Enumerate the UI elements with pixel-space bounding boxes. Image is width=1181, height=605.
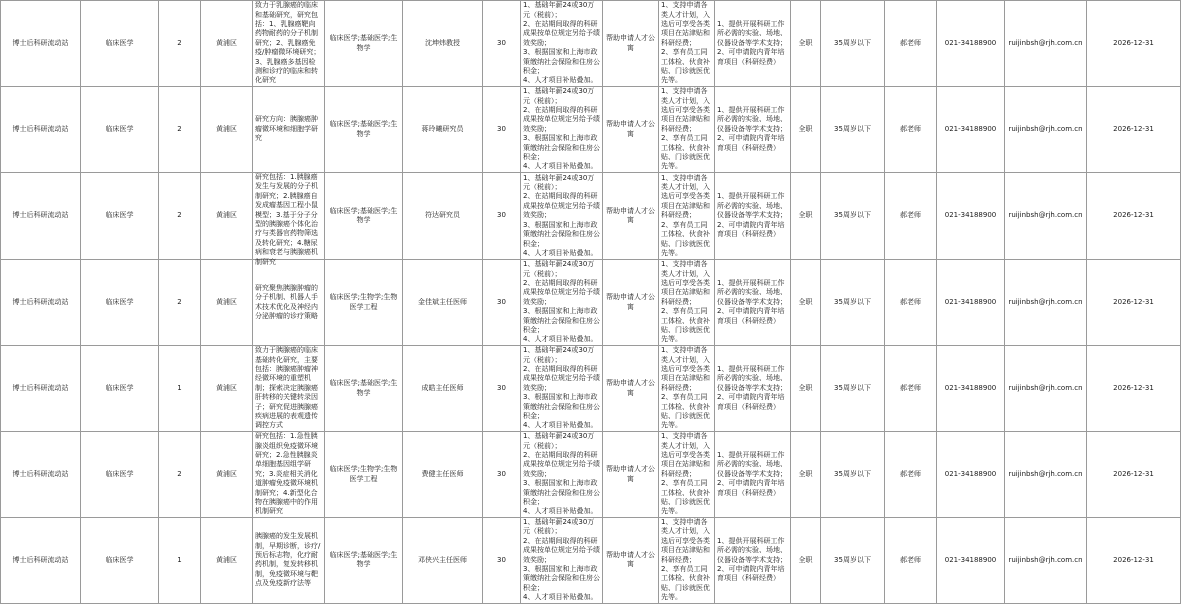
major-cell: 临床医学;基础医学;生物学 — [325, 87, 403, 173]
station-cell: 博士后科研流动站 — [1, 87, 81, 173]
salary-line: 3、根据国家和上海市政策缴纳社会保险和住房公积金； — [523, 479, 600, 507]
mentor-cell: 成皓主任医师 — [403, 346, 483, 432]
policy-line: 1、支持申请各类人才计划，入选后可享受各类项目在站津贴和科研经费； — [661, 260, 710, 306]
salary-line: 2、在站期间取得的科研成果按单位规定另给予绩效奖励； — [523, 19, 600, 47]
research-line: 2、可申请院内青年培育项目（科研经费） — [717, 479, 785, 497]
count-cell: 1 — [159, 518, 201, 604]
research-line: 2、可申请院内青年培育项目（科研经费） — [717, 48, 785, 66]
discipline-cell: 临床医学 — [81, 1, 159, 87]
research-line: 1、提供开展科研工作所必需的实验、场地、仪器设备等学术支持； — [717, 105, 787, 133]
research-direction-cell: 致力于乳腺癌的临床和基础研究，研究包括：1、乳腺癌靶向药物耐药的分子机制研究；2、乳腺癌免疫/肿瘤微环境研究；3、乳腺癌多基因检测和诊疗的临床和转化研究 — [253, 1, 325, 87]
research-line: 1、提供开展科研工作所必需的实验、场地、仪器设备等学术支持； — [717, 278, 787, 306]
email-cell[interactable]: ruijinbsh@rjh.com.cn — [1005, 346, 1087, 432]
contact-cell: 郝老师 — [885, 173, 937, 260]
district-cell: 黄浦区 — [201, 260, 253, 346]
major-cell: 临床医学;基础医学;生物学 — [325, 346, 403, 432]
count-cell: 2 — [159, 432, 201, 518]
research-direction-cell: 研究包括：1.胰腺癌发生与发展的分子机制研究；2.胰腺癌自发成瘤基因工程小鼠模型；3.基于分子分型的胰腺癌个体化治疗与类器官药物筛选及转化研究；4.糖尿病和衰老与胰腺癌机制研究 — [253, 173, 325, 260]
deadline-cell: 2026-12-31 — [1087, 432, 1181, 518]
employment-type-cell: 全职 — [791, 518, 821, 604]
district-cell: 黄浦区 — [201, 432, 253, 518]
age-cell: 35周岁以下 — [821, 432, 885, 518]
employment-type-cell: 全职 — [791, 1, 821, 87]
station-cell: 博士后科研流动站 — [1, 518, 81, 604]
salary-line: 4、人才项目补贴叠加。 — [523, 76, 598, 85]
policy-cell — [659, 173, 715, 260]
discipline-cell: 临床医学 — [81, 87, 159, 173]
discipline-cell: 临床医学 — [81, 518, 159, 604]
contact-cell: 郝老师 — [885, 260, 937, 346]
policy-line: 1、支持申请各类人才计划，入选后可享受各类项目在站津贴和科研经费； — [661, 87, 710, 133]
research-direction-cell: 胰腺癌的发生发展机制，早期诊断，诊疗/预后标志物，化疗耐药机制，复发转移机制，免疫微环境与靶点及免疫新疗法等 — [253, 518, 325, 604]
phone-cell: 021-34188900 — [937, 173, 1005, 260]
salary-line: 2、在站期间取得的科研成果按单位规定另给予绩效奖励； — [523, 278, 600, 306]
phone-cell: 021-34188900 — [937, 260, 1005, 346]
salary-line: 3、根据国家和上海市政策缴纳社会保险和住房公积金； — [523, 307, 600, 335]
research-support-cell — [715, 1, 791, 87]
policy-line: 2、享有员工同工体检、伙食补贴、门诊就医优先等。 — [661, 220, 710, 257]
housing-cell: 帮助申请人才公寓 — [603, 1, 659, 87]
salary-line: 4、人才项目补贴叠加。 — [523, 162, 598, 171]
table-row — [1, 87, 1181, 173]
salary-cell — [521, 260, 603, 346]
station-cell: 博士后科研流动站 — [1, 1, 81, 87]
housing-cell: 帮助申请人才公寓 — [603, 260, 659, 346]
salary-line: 4、人才项目补贴叠加。 — [523, 507, 598, 516]
district-cell: 黄浦区 — [201, 518, 253, 604]
policy-line: 2、享有员工同工体检、伙食补贴、门诊就医优先等。 — [661, 393, 710, 430]
policy-line: 1、支持申请各类人才计划，入选后可享受各类项目在站津贴和科研经费； — [661, 518, 710, 564]
research-line: 1、提供开展科研工作所必需的实验、场地、仪器设备等学术支持； — [717, 536, 787, 564]
policy-line: 1、支持申请各类人才计划，入选后可享受各类项目在站津贴和科研经费； — [661, 1, 710, 47]
table-row — [1, 173, 1181, 260]
salary-line: 4、人才项目补贴叠加。 — [523, 421, 598, 430]
employment-type-cell: 全职 — [791, 260, 821, 346]
major-cell: 临床医学;基础医学;生物学 — [325, 173, 403, 260]
major-cell: 临床医学;基础医学;生物学 — [325, 518, 403, 604]
policy-cell — [659, 346, 715, 432]
research-direction-cell: 研究聚焦胰腺肿瘤的分子机制、机器人手术技术优化及神经内分泌肿瘤的诊疗策略 — [253, 260, 325, 346]
mentor-cell: 符达研究员 — [403, 173, 483, 260]
deadline-cell: 2026-12-31 — [1087, 87, 1181, 173]
research-line: 1、提供开展科研工作所必需的实验、场地、仪器设备等学术支持； — [717, 450, 787, 478]
housing-cell: 帮助申请人才公寓 — [603, 346, 659, 432]
phone-cell: 021-34188900 — [937, 518, 1005, 604]
policy-cell — [659, 518, 715, 604]
age-requirement-cell: 30 — [483, 346, 521, 432]
deadline-cell: 2026-12-31 — [1087, 260, 1181, 346]
salary-line: 1、基础年薪24或30万元（税前）； — [523, 1, 595, 19]
phone-cell: 021-34188900 — [937, 87, 1005, 173]
research-support-cell — [715, 346, 791, 432]
age-requirement-cell: 30 — [483, 518, 521, 604]
housing-cell: 帮助申请人才公寓 — [603, 432, 659, 518]
salary-line: 3、根据国家和上海市政策缴纳社会保险和住房公积金； — [523, 134, 600, 162]
contact-cell: 郝老师 — [885, 518, 937, 604]
age-cell: 35周岁以下 — [821, 1, 885, 87]
research-line: 1、提供开展科研工作所必需的实验、场地、仪器设备等学术支持； — [717, 192, 787, 220]
housing-cell: 帮助申请人才公寓 — [603, 518, 659, 604]
age-cell: 35周岁以下 — [821, 346, 885, 432]
salary-line: 2、在站期间取得的科研成果按单位规定另给予绩效奖励； — [523, 105, 600, 133]
district-cell: 黄浦区 — [201, 346, 253, 432]
salary-line: 2、在站期间取得的科研成果按单位规定另给予绩效奖励； — [523, 536, 600, 564]
salary-line: 3、根据国家和上海市政策缴纳社会保险和住房公积金； — [523, 565, 600, 592]
research-direction-cell: 研究方向：胰腺癌肿瘤微环境和细胞学研究 — [253, 87, 325, 173]
salary-cell — [521, 432, 603, 518]
salary-line: 2、在站期间取得的科研成果按单位规定另给予绩效奖励； — [523, 450, 600, 478]
salary-line: 1、基础年薪24或30万元（税前）； — [523, 260, 595, 278]
discipline-cell: 临床医学 — [81, 260, 159, 346]
policy-cell — [659, 87, 715, 173]
discipline-cell: 临床医学 — [81, 432, 159, 518]
research-line: 2、可申请院内青年培育项目（科研经费） — [717, 565, 785, 583]
discipline-cell: 临床医学 — [81, 346, 159, 432]
mentor-cell: 金佳斌主任医师 — [403, 260, 483, 346]
table-row — [1, 432, 1181, 518]
salary-cell — [521, 346, 603, 432]
research-support-cell — [715, 173, 791, 260]
major-cell: 临床医学;生物学;生物医学工程 — [325, 432, 403, 518]
mentor-cell: 邓侠兴主任医师 — [403, 518, 483, 604]
station-cell: 博士后科研流动站 — [1, 346, 81, 432]
salary-line: 1、基础年薪24或30万元（税前）； — [523, 87, 595, 105]
phone-cell: 021-34188900 — [937, 1, 1005, 87]
employment-type-cell: 全职 — [791, 87, 821, 173]
mentor-cell: 蒋玲曦研究员 — [403, 87, 483, 173]
count-cell: 2 — [159, 1, 201, 87]
employment-type-cell: 全职 — [791, 432, 821, 518]
housing-cell: 帮助申请人才公寓 — [603, 87, 659, 173]
salary-line: 3、根据国家和上海市政策缴纳社会保险和住房公积金； — [523, 220, 600, 248]
research-support-cell — [715, 432, 791, 518]
contact-cell: 郝老师 — [885, 346, 937, 432]
contact-cell: 郝老师 — [885, 1, 937, 87]
salary-line: 1、基础年薪24或30万元（税前）； — [523, 346, 595, 364]
salary-line: 2、在站期间取得的科研成果按单位规定另给予绩效奖励； — [523, 192, 600, 220]
station-cell: 博士后科研流动站 — [1, 432, 81, 518]
housing-cell: 帮助申请人才公寓 — [603, 173, 659, 260]
salary-line: 2、在站期间取得的科研成果按单位规定另给予绩效奖励； — [523, 364, 600, 392]
research-line: 2、可申请院内青年培育项目（科研经费） — [717, 134, 785, 152]
policy-line: 2、享有员工同工体检、伙食补贴、门诊就医优先等。 — [661, 307, 710, 344]
district-cell: 黄浦区 — [201, 87, 253, 173]
employment-type-cell: 全职 — [791, 346, 821, 432]
email-cell[interactable]: ruijinbsh@rjh.com.cn — [1005, 518, 1087, 604]
research-support-cell — [715, 260, 791, 346]
table-row — [1, 346, 1181, 432]
major-cell: 临床医学;基础医学;生物学 — [325, 1, 403, 87]
table-row — [1, 518, 1181, 604]
email-cell[interactable]: ruijinbsh@rjh.com.cn — [1005, 1, 1087, 87]
discipline-cell: 临床医学 — [81, 173, 159, 260]
count-cell: 2 — [159, 87, 201, 173]
age-cell: 35周岁以下 — [821, 87, 885, 173]
salary-cell — [521, 173, 603, 260]
phone-cell: 021-34188900 — [937, 346, 1005, 432]
station-cell: 博士后科研流动站 — [1, 173, 81, 260]
salary-line: 4、人才项目补贴叠加。 — [523, 593, 598, 602]
policy-line: 1、支持申请各类人才计划，入选后可享受各类项目在站津贴和科研经费； — [661, 432, 710, 478]
policy-cell — [659, 260, 715, 346]
email-cell[interactable]: ruijinbsh@rjh.com.cn — [1005, 260, 1087, 346]
major-cell: 临床医学;生物学;生物医学工程 — [325, 260, 403, 346]
research-support-cell — [715, 87, 791, 173]
deadline-cell: 2026-12-31 — [1087, 1, 1181, 87]
salary-line: 4、人才项目补贴叠加。 — [523, 248, 598, 257]
age-cell: 35周岁以下 — [821, 518, 885, 604]
research-line: 1、提供开展科研工作所必需的实验、场地、仪器设备等学术支持； — [717, 364, 787, 392]
age-requirement-cell: 30 — [483, 87, 521, 173]
count-cell: 1 — [159, 346, 201, 432]
policy-line: 1、支持申请各类人才计划，入选后可享受各类项目在站津贴和科研经费； — [661, 173, 710, 220]
salary-cell — [521, 1, 603, 87]
policy-line: 2、享有员工同工体检、伙食补贴、门诊就医优先等。 — [661, 479, 710, 516]
deadline-cell: 2026-12-31 — [1087, 518, 1181, 604]
research-direction-cell: 致力于胰腺癌的临床基础转化研究，主要包括：胰腺癌肿瘤神经微环境的重塑机制；探索决定胰腺癌肝转移的关键转录因子；研究促进胰腺癌疾病进展的表观遗传调控方式 — [253, 346, 325, 432]
salary-line: 1、基础年薪24或30万元（税前）； — [523, 518, 595, 536]
email-cell[interactable]: ruijinbsh@rjh.com.cn — [1005, 173, 1087, 260]
policy-cell — [659, 432, 715, 518]
table-row — [1, 1, 1181, 87]
salary-cell — [521, 518, 603, 604]
salary-line: 1、基础年薪24或30万元（税前）； — [523, 432, 595, 450]
mentor-cell: 沈坤炜教授 — [403, 1, 483, 87]
deadline-cell: 2026-12-31 — [1087, 346, 1181, 432]
research-line: 2、可申请院内青年培育项目（科研经费） — [717, 220, 785, 239]
contact-cell: 郝老师 — [885, 87, 937, 173]
policy-line: 2、享有员工同工体检、伙食补贴、门诊就医优先等。 — [661, 565, 710, 602]
district-cell: 黄浦区 — [201, 1, 253, 87]
policy-line: 1、支持申请各类人才计划，入选后可享受各类项目在站津贴和科研经费； — [661, 346, 710, 392]
age-requirement-cell: 30 — [483, 260, 521, 346]
deadline-cell: 2026-12-31 — [1087, 173, 1181, 260]
employment-type-cell: 全职 — [791, 173, 821, 260]
research-direction-cell: 研究包括：1.急性胰腺炎组织免疫微环境研究；2.急性胰腺炎单细胞基因组学研究；3.炎症相关消化道肿瘤免疫微环境机制研究；4.新型化合物在胰腺癌中的作用机制研究 — [253, 432, 325, 518]
research-line: 1、提供开展科研工作所必需的实验、场地、仪器设备等学术支持； — [717, 19, 787, 47]
contact-cell: 郝老师 — [885, 432, 937, 518]
email-cell[interactable]: ruijinbsh@rjh.com.cn — [1005, 87, 1087, 173]
salary-cell — [521, 87, 603, 173]
district-cell: 黄浦区 — [201, 173, 253, 260]
salary-line: 3、根据国家和上海市政策缴纳社会保险和住房公积金； — [523, 48, 600, 76]
age-requirement-cell: 30 — [483, 432, 521, 518]
age-cell: 35周岁以下 — [821, 260, 885, 346]
salary-line: 4、人才项目补贴叠加。 — [523, 335, 598, 344]
salary-line: 1、基础年薪24或30万元（税前）； — [523, 173, 595, 192]
policy-line: 2、享有员工同工体检、伙食补贴、门诊就医优先等。 — [661, 134, 710, 171]
salary-line: 3、根据国家和上海市政策缴纳社会保险和住房公积金； — [523, 393, 600, 421]
age-cell: 35周岁以下 — [821, 173, 885, 260]
age-requirement-cell: 30 — [483, 173, 521, 260]
policy-line: 2、享有员工同工体检、伙食补贴、门诊就医优先等。 — [661, 48, 710, 85]
table-row — [1, 260, 1181, 346]
research-support-cell — [715, 518, 791, 604]
station-cell: 博士后科研流动站 — [1, 260, 81, 346]
mentor-cell: 费健主任医师 — [403, 432, 483, 518]
research-line: 2、可申请院内青年培育项目（科研经费） — [717, 307, 785, 325]
count-cell: 2 — [159, 260, 201, 346]
phone-cell: 021-34188900 — [937, 432, 1005, 518]
email-cell[interactable]: ruijinbsh@rjh.com.cn — [1005, 432, 1087, 518]
policy-cell — [659, 1, 715, 87]
age-requirement-cell: 30 — [483, 1, 521, 87]
count-cell: 2 — [159, 173, 201, 260]
table-body — [1, 1, 1181, 604]
research-line: 2、可申请院内青年培育项目（科研经费） — [717, 393, 785, 411]
